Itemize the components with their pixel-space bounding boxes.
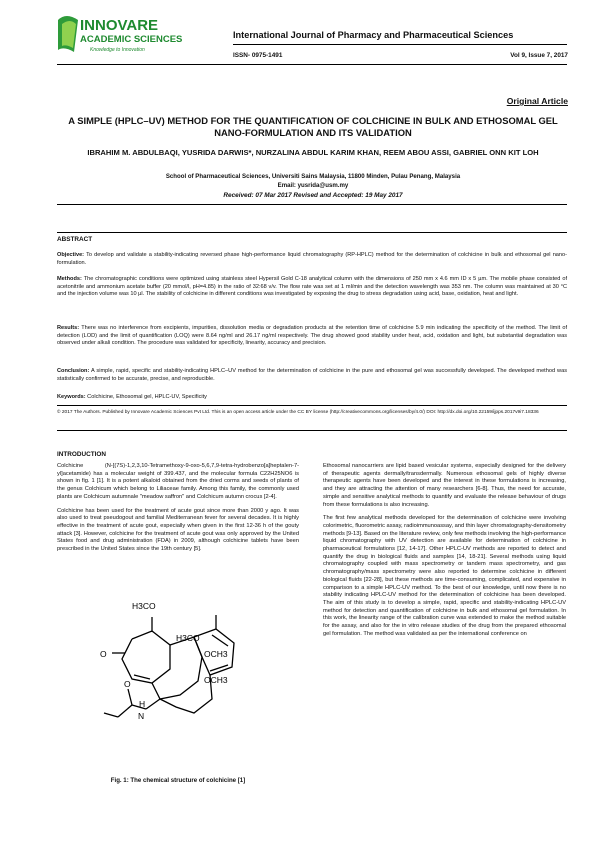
logo-subtext: ACADEMIC SCIENCES bbox=[80, 34, 183, 45]
colchicine-structure-figure bbox=[94, 595, 244, 765]
volume-info: Vol 9, Issue 7, 2017 bbox=[510, 52, 568, 59]
intro-paragraph: The first few analytical methods developed for the determination of colchicine were involving colorimetric, fluorometric assay, radioimmunoassay, and thin layer chromatography-densitometry methods [9-13]. Based on the literature review, only few methods involving the high-performance liquid chromatography with UV detection are available for determination of colchicine in pharmaceutical formulations [12, 14-17]. Other HPLC-UV methods are reported to detect and quantify the drug in biological fluids and samples [14, 18-21]. Several methods using liquid chromatography coupled with mass spectrometry or tandem mass spectrometry, and gas chromatography/mass spectrometry were also reported to determine colchicine in different biological fluids [22-28], but these methods are time-consuming, complicated, and expensive in comparison to a simple HPLC-UV method. To the best of our knowledge, until now there is no stability indicating HPLC-UV method for the determination of colchicine has been developed. The aim of this study is to develop a simple, rapid, specific and stability-indicating HPLC-UV method for detection and quantification of colchicine in bulk and ethosomal gel formulation. In this work, the linearity range of the calibration curve was extended to make the method suitable for the assay, and also for the in vitro release studies of the drug from the prepared ethosomal gel formulation. The method was validated as per the international conference on bbox=[323, 515, 566, 637]
conclusion-text: A simple, rapid, specific and stability-indicating HPLC–UV method for the determination of colchicine in the pure and ethosomal gel was successfully developed. The developed method was statistically confirmed to be accurate, precise, and reproducible. bbox=[57, 368, 567, 382]
corresponding-email: Email: yusrida@usm.my bbox=[277, 182, 349, 189]
conclusion-label: Conclusion: bbox=[57, 368, 90, 374]
methoxy-label: H3CO bbox=[132, 601, 156, 611]
nitrogen-label: N bbox=[138, 711, 145, 721]
article-title: A SIMPLE (HPLC–UV) METHOD FOR THE QUANTIFICATION OF COLCHICINE IN BULK AND ETHOSOMAL GEL NANO-FORMULATION AND ITS VALIDATION bbox=[68, 115, 558, 138]
affiliation-text: School of Pharmaceutical Sciences, Universiti Sains Malaysia, 11800 Minden, Pulau Penang, Malaysia bbox=[165, 173, 461, 180]
intro-right-column bbox=[323, 463, 566, 644]
methoxy-label: OCH3 bbox=[204, 675, 228, 685]
abstract-top-rule bbox=[57, 232, 567, 233]
objective-label: Objective: bbox=[57, 252, 85, 258]
methods-label: Methods: bbox=[57, 276, 82, 282]
abstract-heading: ABSTRACT bbox=[57, 236, 93, 243]
intro-paragraph: Colchicine (N-[(7S)-1,2,3,10-Tetramethoxy-9-oxo-5,6,7,9-tetra-hydrobenzo[a]heptalen-7-yl]acetamide) has a molecular weight of 399.437, and the molecular formula C22H25NO6 is shown in fig. 1 [1]. It is a potent alkaloid obtained from the dried corms and seeds of plants of the genus Colchicum which belong to Liliaceae family. Among this family, the commonly used plants are Colchicum autumnale "meadow saffron" and Colchicum autumn crocus [2-4]. bbox=[57, 463, 299, 500]
dates-rule bbox=[57, 204, 567, 205]
author-list: IBRAHIM M. ABDULBAQI, YUSRIDA DARWIS*, NURZALINA ABDUL KARIM KHAN, REEM ABOU ASSI, GABRIEL ONN KIT LOH bbox=[87, 148, 539, 157]
keywords-text: Colchicine, Ethosomal gel, HPLC-UV, Specificity bbox=[87, 394, 207, 400]
intro-paragraph: Ethosomal nanocarriers are lipid based vesicular systems, especially designed for the delivery of therapeutic agents dermally/transdermally. Numerous ethosomal gels of highly diverse therapeutic agents have been developed and the interest in these formulations is increasing, and they are attracting the attention of many researchers [6-8]. Thus, the need for accurate, simple and sensitive analytical methods to quantify and evaluate the release behaviour of drugs from these formulations is also increasing. bbox=[323, 463, 566, 508]
molecule-bonds bbox=[104, 615, 234, 717]
copyright-rule bbox=[57, 430, 567, 431]
keywords-label: Keywords: bbox=[57, 394, 86, 400]
logo-text: INNOVARE bbox=[80, 17, 159, 34]
copyright-notice: © 2017 The Authors. Published by Innovare Academic Sciences Pvt Ltd. This is an open access article under the CC BY license (http://creativecommons.org/licenses/by/4.0/) DOI: http://dx.doi.org/10.22159/ijpps.2017v9i7.18336 bbox=[57, 410, 539, 415]
methods-text: The chromatographic conditions were optimized using stainless steel Hypersil Gold C-18 analytical column with the dimensions of 250 mm x 4.6 mm ID x 5 µm. The mobile phase consisted of acetonitrile and ammonium acetate buffer (20 mmol/l, pH=4.85) in the ratio of 32:68 v/v. The flow rate was set at 1 ml/min and the detection wavelength was 353 nm. The column was maintained at 30 °C and the injection volume was 10 µl. The stability of colchicine in different conditions was investigated by exposing the drug to stress degradation using acid, base, oxidation, heat and light. bbox=[57, 276, 567, 298]
results-text: There was no interference from excipients, impurities, dissolution media or degradation products at the retention time of colchicine 5.9 min indicating the specificity of the method. The limit of detection (LOD) and the limit of quantification (LOQ) were 8.64 ng/ml and 26.17 ng/ml respectively. The drug showed good stability under heat, acid, oxidation and light, but substantial degradation was observed under alkali condition. The procedure was validated for specificity, linearity, accuracy and precision. bbox=[57, 325, 568, 347]
methoxy-label: OCH3 bbox=[204, 649, 228, 659]
ketone-oxygen-label: O bbox=[100, 649, 107, 659]
article-type: Original Article bbox=[506, 96, 568, 106]
abstract-conclusion bbox=[57, 368, 567, 383]
objective-text: To develop and validate a stability-indicating reversed phase high-performance liquid chromatography (RP-HPLC) method for the determination of colchicine in bulk and ethosomal gel nano-formulation. bbox=[57, 252, 567, 266]
received-dates: Received: 07 Mar 2017 Revised and Accepted: 19 May 2017 bbox=[223, 192, 403, 199]
issn: ISSN- 0975-1491 bbox=[233, 52, 283, 59]
header-divider bbox=[233, 44, 567, 45]
intro-left-column bbox=[57, 463, 299, 560]
intro-paragraph: Colchicine has been used for the treatment of acute gout since more than 2000 y ago. It was also used to treat pseudogout and familial Mediterranean fever for several decades. It is highly effective in the treatment of acute gout, especially when given in the first 12-36 h of the gouty attack [3]. However, colchicine for the treatment of acute gout was only approved by the United States food and drug administration (FDA) in 2009, although colchicine tablets have been prescribed in the United States since the 19th century [5]. bbox=[57, 507, 299, 553]
header-bottom-rule bbox=[57, 64, 567, 65]
abstract-bottom-rule bbox=[57, 405, 567, 406]
abstract-results bbox=[57, 325, 567, 348]
figure-caption: Fig. 1: The chemical structure of colchicine [1] bbox=[110, 777, 246, 784]
methoxy-label: H3CO bbox=[176, 633, 200, 643]
results-label: Results: bbox=[57, 325, 80, 331]
hydrogen-label: H bbox=[139, 699, 146, 709]
introduction-heading: INTRODUCTION bbox=[57, 451, 106, 458]
abstract-keywords bbox=[57, 394, 567, 402]
amide-oxygen-label: O bbox=[124, 679, 131, 689]
abstract-methods bbox=[57, 276, 567, 299]
abstract-objective bbox=[57, 252, 567, 267]
innovare-logo bbox=[56, 14, 206, 56]
affiliation bbox=[70, 172, 556, 190]
journal-name: International Journal of Pharmacy and Pharmaceutical Sciences bbox=[233, 30, 514, 40]
logo-tagline: Knowledge to Innovation bbox=[90, 47, 145, 53]
